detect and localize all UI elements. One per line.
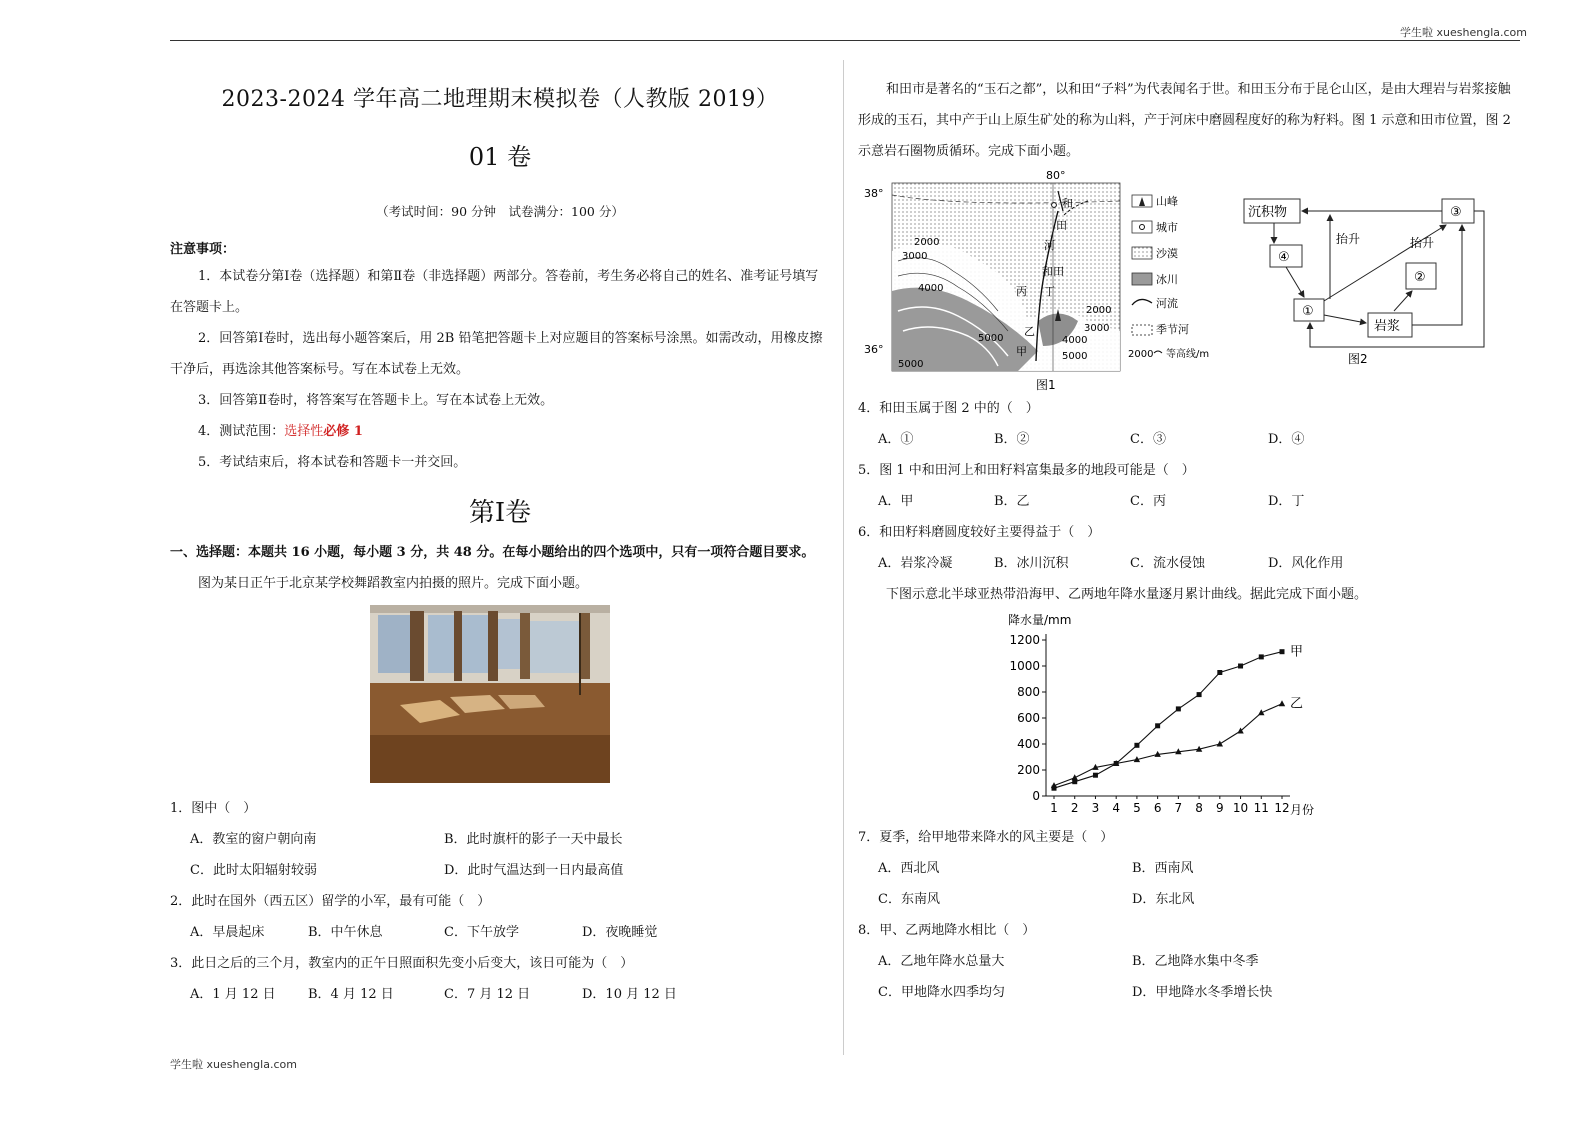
q3-stem: 3．此日之后的三个月，教室内的正午日照面积先变小后变大，该日可能为（ ） bbox=[170, 956, 634, 971]
q4-option-d[interactable]: D．④ bbox=[1268, 432, 1305, 447]
fig2-node-3: ③ bbox=[1450, 205, 1462, 220]
q8-options-row2 bbox=[858, 977, 1518, 1008]
figure-2-rock-cycle bbox=[1234, 171, 1504, 371]
chart-x-tick-label: 3 bbox=[1091, 801, 1100, 815]
chart-x-tick-label: 11 bbox=[1253, 801, 1269, 815]
fig2-node-1: ① bbox=[1302, 304, 1314, 319]
legend-seasonal-river: 季节河 bbox=[1156, 323, 1189, 336]
chart-y-tick-label: 600 bbox=[1017, 711, 1040, 725]
fig1-contour-5000b: 5000 bbox=[898, 359, 924, 370]
q4-option-b[interactable]: B．② bbox=[994, 432, 1030, 447]
chart-point bbox=[1238, 664, 1243, 669]
legend-glacier: 冰川 bbox=[1156, 273, 1178, 286]
chart-series-line-1 bbox=[1054, 652, 1282, 789]
chart-x-tick-label: 9 bbox=[1215, 801, 1224, 815]
exam-info: （考试时间：90 分钟 试卷满分：100 分） bbox=[376, 204, 624, 219]
chart-point bbox=[1217, 741, 1223, 747]
q6-stem: 6．和田籽料磨圆度较好主要得益于（ ） bbox=[858, 525, 1101, 540]
q4-stem: 4．和田玉属于图 2 中的（ ） bbox=[858, 401, 1039, 416]
chart-y-tick-label: 200 bbox=[1017, 763, 1040, 777]
notice-4 bbox=[170, 416, 830, 447]
fig1-label-jia: 甲 bbox=[1016, 345, 1027, 358]
fig2-node-4: ④ bbox=[1278, 250, 1290, 265]
chart-x-tick-label: 4 bbox=[1112, 801, 1121, 815]
q5-option-c[interactable]: C．丙 bbox=[1130, 494, 1166, 509]
header-rule bbox=[170, 40, 1520, 41]
column-divider bbox=[843, 60, 844, 1055]
legend-city: 城市 bbox=[1156, 221, 1178, 234]
fig1-label-he: 和 bbox=[1062, 197, 1073, 210]
right-column bbox=[858, 70, 1518, 1008]
chart-series-line-2 bbox=[1054, 704, 1282, 786]
chart-x-tick-label: 2 bbox=[1070, 801, 1079, 815]
q2-option-d[interactable]: D．夜晚睡觉 bbox=[582, 925, 658, 940]
q5-options bbox=[858, 486, 1518, 517]
chart-point bbox=[1176, 706, 1181, 711]
q8-option-c[interactable]: C．甲地降水四季均匀 bbox=[878, 985, 1005, 1000]
q1-stem: 1．图中（ ） bbox=[170, 801, 257, 816]
q8-stem: 8．甲、乙两地降水相比（ ） bbox=[858, 923, 1036, 938]
exam-subtitle: 01 卷 bbox=[468, 143, 532, 171]
q3-options bbox=[170, 979, 830, 1010]
fig1-label-river: 河 bbox=[1044, 239, 1055, 252]
notice-4-prefix: 4．测试范围： bbox=[198, 424, 285, 439]
fig1-label-bing: 丙 bbox=[1016, 285, 1027, 298]
q8-option-b[interactable]: B．乙地降水集中冬季 bbox=[1132, 954, 1259, 969]
chart-point bbox=[1155, 723, 1160, 728]
notice-4-scope-bold: 必修 1 bbox=[323, 424, 363, 439]
q1-option-c[interactable]: C．此时太阳辐射较弱 bbox=[190, 863, 317, 878]
chart-y-tick-label: 1000 bbox=[1009, 659, 1040, 673]
notice-1: 1．本试卷分第Ⅰ卷（选择题）和第Ⅱ卷（非选择题）两部分。答卷前，考生务必将自己的姓名、准考证号填写在答题卡上。 bbox=[170, 269, 819, 315]
fig1-lat-top: 38° bbox=[864, 187, 884, 200]
section-desc: 一、选择题：本题共 16 小题，每小题 3 分，共 48 分。在每小题给出的四个选项中，只有一项符合题目要求。 bbox=[170, 545, 815, 560]
chart-x-tick-label: 10 bbox=[1232, 801, 1249, 815]
q1-option-a[interactable]: A．教室的窗户朝向南 bbox=[190, 832, 317, 847]
chart-point bbox=[1093, 773, 1098, 778]
chart-series-label: 乙 bbox=[1290, 696, 1304, 712]
figures-row bbox=[858, 171, 1518, 393]
footer-brand: 学生啦 xueshengla.com bbox=[170, 1058, 297, 1071]
q6-option-a[interactable]: A．岩浆冷凝 bbox=[878, 556, 953, 571]
q2-stem: 2．此时在国外（西五区）留学的小军，最有可能（ ） bbox=[170, 894, 491, 909]
q2-options bbox=[170, 917, 830, 948]
notice-3: 3．回答第Ⅱ卷时，将答案写在答题卡上。写在本试卷上无效。 bbox=[198, 393, 554, 408]
q1-option-b[interactable]: B．此时旗杆的影子一天中最长 bbox=[444, 832, 623, 847]
intro-hetian: 和田市是著名的“玉石之都”，以和田“子料”为代表闻名于世。和田玉分布于昆仑山区，是由大理岩与岩浆接触形成的玉石，其中产于山上原生矿处的称为山料，产于河床中磨圆程度好的称为籽料。图 1 示意和田市位置，图 2 示意岩石圈物质循环。完成下面小题。 bbox=[858, 82, 1511, 159]
q5-stem: 5．图 1 中和田河上和田籽料富集最多的地段可能是（ ） bbox=[858, 463, 1195, 478]
chart-point bbox=[1217, 670, 1222, 675]
q7-option-c[interactable]: C．东南风 bbox=[878, 892, 940, 907]
notice-4-scope: 选择性 bbox=[284, 424, 324, 439]
q7-option-b[interactable]: B．西南风 bbox=[1132, 861, 1194, 876]
fig1-contour-5000a: 5000 bbox=[978, 333, 1004, 344]
chart-ylabel: 降水量/mm bbox=[1008, 613, 1072, 627]
fig1-label-tian: 田 bbox=[1056, 219, 1067, 232]
fig2-caption: 图2 bbox=[1348, 352, 1368, 366]
q4-option-a[interactable]: A．① bbox=[878, 432, 914, 447]
legend-desert: 沙漠 bbox=[1156, 247, 1178, 260]
q5-option-a[interactable]: A．甲 bbox=[878, 494, 914, 509]
q1-option-d[interactable]: D．此时气温达到一日内最高值 bbox=[444, 863, 624, 878]
chart-series-label: 甲 bbox=[1290, 644, 1304, 660]
q6-option-c[interactable]: C．流水侵蚀 bbox=[1130, 556, 1205, 571]
fig2-node-magma: 岩浆 bbox=[1374, 319, 1401, 334]
chart-point bbox=[1134, 743, 1139, 748]
chart-point bbox=[1259, 654, 1264, 659]
chart-xlabel: 月份 bbox=[1290, 803, 1315, 817]
precip-chart bbox=[858, 610, 1518, 822]
fig1-contour-4000r: 4000 bbox=[1062, 335, 1088, 346]
fig1-label-yi: 乙 bbox=[1024, 325, 1035, 338]
notice-heading: 注意事项： bbox=[170, 242, 236, 257]
q2-option-b[interactable]: B．中午休息 bbox=[308, 925, 383, 940]
section-title: 第Ⅰ卷 bbox=[468, 498, 532, 528]
q7-options-row1 bbox=[858, 853, 1518, 884]
chart-y-tick-label: 400 bbox=[1017, 737, 1040, 751]
fig1-label-hetian: 和田 bbox=[1042, 265, 1064, 278]
q3-option-b[interactable]: B．4 月 12 日 bbox=[308, 987, 394, 1002]
chart-point bbox=[1072, 774, 1078, 780]
q8-option-a[interactable]: A．乙地年降水总量大 bbox=[878, 954, 1005, 969]
q2-option-a[interactable]: A．早晨起床 bbox=[190, 925, 265, 940]
header-brand: 学生啦 xueshengla.com bbox=[1400, 26, 1527, 39]
fig1-contour-5000r: 5000 bbox=[1062, 351, 1088, 362]
q6-option-b[interactable]: B．冰川沉积 bbox=[994, 556, 1069, 571]
q7-option-d[interactable]: D．东北风 bbox=[1132, 892, 1195, 907]
legend-contour: 等高线/m bbox=[1166, 349, 1210, 360]
fig2-node-sediment: 沉积物 bbox=[1248, 205, 1288, 220]
q7-options-row2 bbox=[858, 884, 1518, 915]
q2-option-c[interactable]: C．下午放学 bbox=[444, 925, 519, 940]
q8-option-d[interactable]: D．甲地降水冬季增长快 bbox=[1132, 985, 1273, 1000]
chart-y-tick-label: 0 bbox=[1032, 789, 1040, 803]
chart-x-tick-label: 12 bbox=[1274, 801, 1290, 815]
fig2-label-uplift-2: 抬升 bbox=[1410, 236, 1435, 250]
chart-y-tick-label: 800 bbox=[1017, 685, 1040, 699]
q4-options bbox=[858, 424, 1518, 455]
q7-option-a[interactable]: A．西北风 bbox=[878, 861, 940, 876]
chart-x-tick-label: 8 bbox=[1195, 801, 1203, 815]
chart-y-tick-label: 1200 bbox=[1009, 633, 1040, 647]
fig1-contour-4000: 4000 bbox=[918, 283, 944, 294]
exam-title: 2023-2024 学年高二地理期末模拟卷（人教版 2019） bbox=[221, 87, 779, 112]
chart-x-tick-label: 5 bbox=[1133, 801, 1141, 815]
q5-option-d[interactable]: D．丁 bbox=[1268, 494, 1305, 509]
fig1-caption: 图1 bbox=[1036, 378, 1056, 392]
fig1-contour-3000r: 3000 bbox=[1084, 323, 1110, 334]
q3-option-c[interactable]: C．7 月 12 日 bbox=[444, 987, 531, 1002]
left-column bbox=[170, 70, 830, 1010]
notice-5: 5．考试结束后，将本试卷和答题卡一并交回。 bbox=[198, 455, 467, 470]
legend-contour-value: 2000 bbox=[1128, 349, 1154, 360]
fig1-contour-3000: 3000 bbox=[902, 251, 928, 262]
q5-option-b[interactable]: B．乙 bbox=[994, 494, 1030, 509]
q3-option-a[interactable]: A．1 月 12 日 bbox=[190, 987, 276, 1002]
q6-options bbox=[858, 548, 1518, 579]
intro-1: 图为某日正午于北京某学校舞蹈教室内拍摄的照片。完成下面小题。 bbox=[198, 576, 589, 591]
q6-option-d[interactable]: D．风化作用 bbox=[1268, 556, 1344, 571]
notice-2: 2．回答第Ⅰ卷时，选出每小题答案后，用 2B 铅笔把答题卡上对应题目的答案标号涂黑。如需改动，用橡皮擦干净后，再选涂其他答案标号。写在本试卷上无效。 bbox=[170, 331, 823, 377]
chart-x-tick-label: 6 bbox=[1153, 801, 1162, 815]
fig1-label-ding: 丁 bbox=[1044, 285, 1055, 298]
q8-options-row1 bbox=[858, 946, 1518, 977]
intro-precip: 下图示意北半球亚热带沿海甲、乙两地年降水量逐月累计曲线。据此完成下面小题。 bbox=[886, 587, 1368, 602]
fig2-node-2: ② bbox=[1414, 270, 1426, 285]
q7-stem: 7．夏季，给甲地带来降水的风主要是（ ） bbox=[858, 830, 1114, 845]
fig1-contour-2000r: 2000 bbox=[1086, 305, 1112, 316]
chart-x-tick-label: 7 bbox=[1174, 801, 1183, 815]
figure-1-map bbox=[858, 171, 1228, 393]
fig2-label-uplift-1: 抬升 bbox=[1336, 232, 1361, 246]
chart-point bbox=[1279, 700, 1285, 706]
q3-option-d[interactable]: D．10 月 12 日 bbox=[582, 987, 677, 1002]
fig1-lat-bottom: 36° bbox=[864, 343, 884, 356]
chart-point bbox=[1280, 649, 1285, 654]
q4-option-c[interactable]: C．③ bbox=[1130, 432, 1166, 447]
chart-x-tick-label: 1 bbox=[1050, 801, 1058, 815]
legend-peak: 山峰 bbox=[1156, 195, 1178, 208]
q1-options-row2 bbox=[170, 855, 830, 886]
legend-river: 河流 bbox=[1156, 297, 1178, 310]
classroom-photo bbox=[370, 605, 610, 783]
chart-point bbox=[1197, 692, 1202, 697]
fig1-contour-2000: 2000 bbox=[914, 237, 940, 248]
q1-options-row1 bbox=[170, 824, 830, 855]
fig1-lon: 80° bbox=[1046, 171, 1066, 182]
